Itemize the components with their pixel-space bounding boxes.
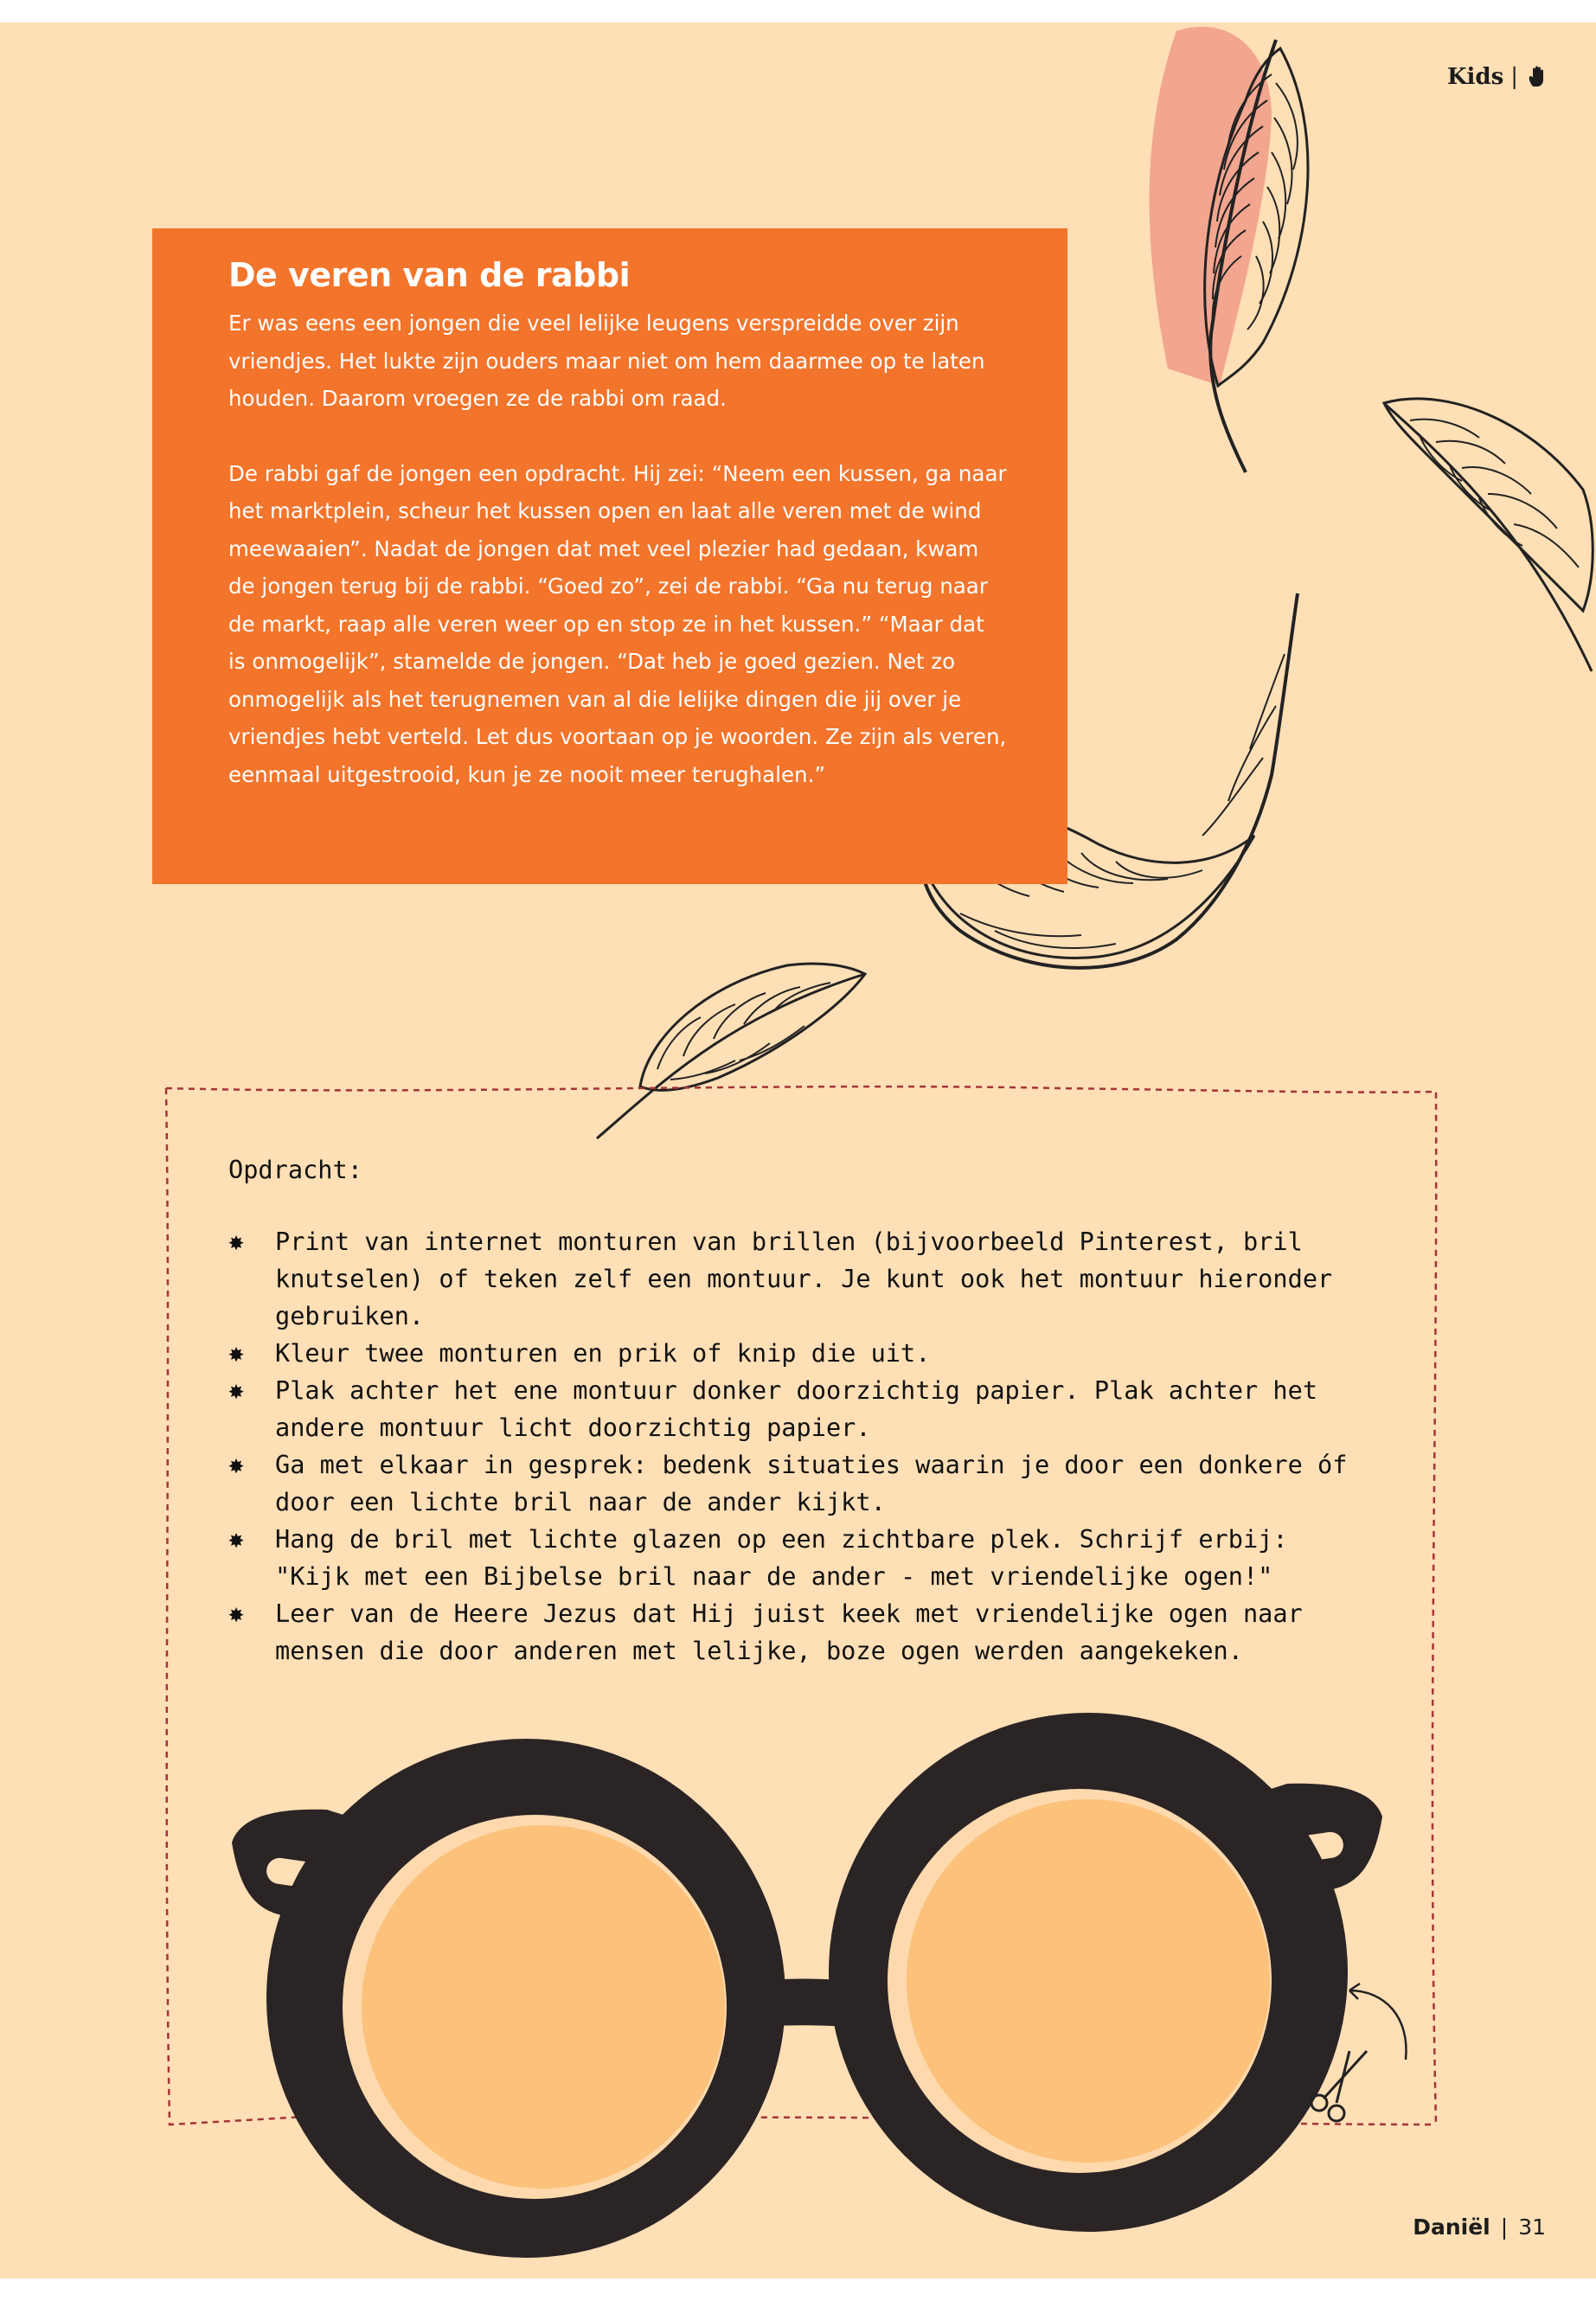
- magazine-page: [0, 22, 1596, 2279]
- list-item: [228, 1595, 1370, 1670]
- section-header: [1447, 64, 1551, 90]
- scissors-icon: [1298, 1973, 1419, 2129]
- page-footer: [1413, 2214, 1546, 2240]
- story-title: De veren van de rabbi: [228, 256, 631, 294]
- story-paragraph: De rabbi gaf de jongen een opdracht. Hij zei: “Neem een kussen, ga naar het marktplein, scheur het kussen open en laat alle veren met de wind meewaaien”. Nadat de jongen dat met veel plezier had gedaan, kwam de jongen terug bij de rabbi. “Goed zo”, zei de rabbi. “Ga nu terug naar de markt, raap alle veren weer op en stop ze in het kussen.” “Maar dat is onmogelijk”, stamelde de jongen. “Dat heb je goed gezien. Net zo onmogelijk als het terugnemen van al die lelijke dingen die jij over je vriendjes hebt verteld. Let dus voortaan op je woorden. Ze zijn als veren, eenmaal uitgestrooid, kun je ze nooit meer terughalen.”: [228, 460, 1007, 787]
- list-item: [228, 1372, 1370, 1446]
- list-item-text: Plak achter het ene montuur donker doorzichtig papier. Plak achter het andere montuur licht doorzichtig papier.: [275, 1375, 1318, 1442]
- hand-icon: [1525, 64, 1551, 90]
- list-item-text: Ga met elkaar in gesprek: bedenk situaties waarin je door een donkere óf door een lichte bril naar de ander kijkt.: [275, 1450, 1348, 1516]
- story-paragraph: Er was eens een jongen die veel lelijke leugens verspreidde over zijn vriendjes. Het lukte zijn ouders maar niet om hem daarmee op te laten houden. Daarom vroegen ze de rabbi om raad.: [228, 311, 985, 411]
- star-bullet-icon: ✸: [228, 1375, 245, 1406]
- star-bullet-icon: ✸: [228, 1227, 245, 1257]
- section-separator: |: [1510, 64, 1518, 90]
- star-bullet-icon: ✸: [228, 1524, 245, 1554]
- story-body: [228, 304, 1007, 830]
- star-bullet-icon: ✸: [228, 1338, 245, 1368]
- section-label: Kids: [1446, 64, 1504, 90]
- assignment-section: [228, 1151, 1370, 1670]
- list-item: [228, 1521, 1370, 1595]
- footer-separator: |: [1500, 2214, 1509, 2240]
- assignment-list: [228, 1223, 1370, 1670]
- feather-illustration-small: [588, 939, 874, 1147]
- story-box: [152, 228, 1067, 884]
- magazine-name: Daniël: [1413, 2214, 1490, 2240]
- list-item-text: Print van internet monturen van brillen (bijvoorbeeld Pinterest, bril knutselen) of teken zelf een montuur. Je kunt ook het montuur hieronder gebruiken.: [275, 1227, 1333, 1330]
- star-bullet-icon: ✸: [228, 1450, 245, 1480]
- feather-illustration-right: [1375, 386, 1596, 680]
- list-item: [228, 1446, 1370, 1521]
- page-number: 31: [1518, 2214, 1546, 2240]
- list-item: [228, 1223, 1370, 1335]
- list-item: [228, 1335, 1370, 1372]
- star-bullet-icon: ✸: [228, 1599, 245, 1629]
- list-item-text: Hang de bril met lichte glazen op een zichtbare plek. Schrijf erbij: "Kijk met een Bijbelse bril naar de ander - met vriendelijke ogen!": [275, 1524, 1288, 1591]
- list-item-text: Leer van de Heere Jezus dat Hij juist keek met vriendelijke ogen naar mensen die door anderen met lelijke, boze ogen werden aangekeken.: [275, 1599, 1303, 1665]
- assignment-heading: Opdracht:: [228, 1155, 362, 1184]
- glasses-illustration[interactable]: [223, 1713, 1391, 2266]
- feather-illustration-large: [1116, 22, 1332, 542]
- list-item-text: Kleur twee monturen en prik of knip die uit.: [275, 1338, 931, 1368]
